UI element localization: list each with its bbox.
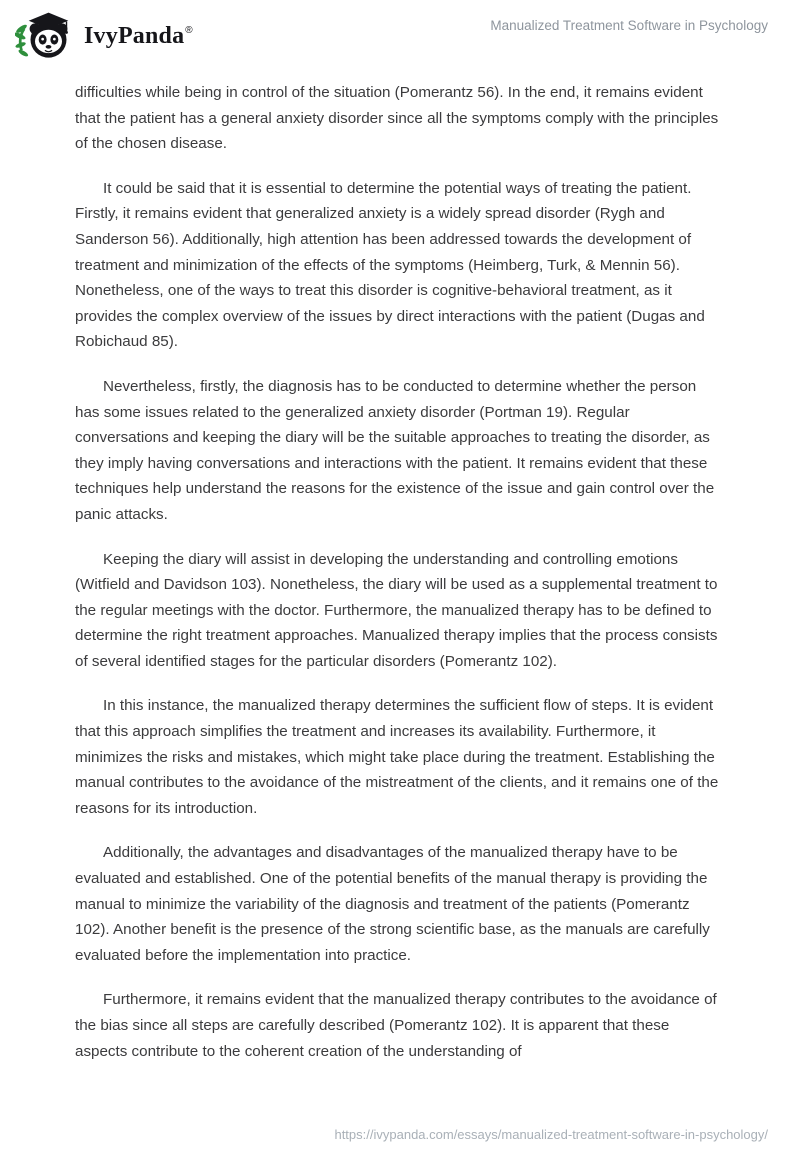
paragraph: In this instance, the manualized therapy determines the sufficient flow of steps. It is evident that this approach simplifies the treatment and increases its availability. Furthermore, it minimizes the risks and mistakes, which might take place during the treatment. Establishing the manual contributes to the avoidance of the mistreatment of the clients, and it remains one of the reasons for its introduction. [75,697,719,817]
page-header [0,0,800,64]
paragraph: Furthermore, it remains evident that the manualized therapy contributes to the avoidance of the bias since all steps are carefully described (Pomerantz 102). It is apparent that these aspects contribute to the coherent creation of the understanding of [75,991,717,1060]
panda-graduate-icon [15,9,73,63]
paragraph: It could be said that it is essential to determine the potential ways of treating the patient. Firstly, it remains evident that generalized anxiety is a widely spread disorder (Rygh and Sanderson 56). Additionally, high attention has been addressed towards the development of treatment and minimization of the effects of the symptoms (Heimberg, Turk, & Mennin 56). Nonetheless, one of the ways to treat this disorder is cognitive-behavioral treatment, as it provides the complex overview of the issues by direct interactions with the patient (Dugas and Robichaud 85). [75,179,705,351]
registered-trademark-symbol: ® [185,24,193,36]
source-url: https://ivypanda.com/essays/manualized-treatment-software-in-psychology/ [334,1127,768,1142]
essay-body [75,80,720,1064]
paragraph: difficulties while being in control of the situation (Pomerantz 56). In the end, it remains evident that the patient has a general anxiety disorder since all the symptoms comply with the principles of the chosen disease. [75,84,719,153]
paragraph: Additionally, the advantages and disadvantages of the manualized therapy have to be evaluated and established. One of the potential benefits of the manual therapy is providing the manual to minimize the variability of the diagnosis and treatment of the patients (Pomerantz 102). Another benefit is the presence of the strong scientific base, as the manuals are carefully evaluated before the implementation into practice. [75,844,710,964]
ivypanda-logo [14,8,74,64]
page-footer [334,1127,768,1142]
paragraph: Nevertheless, firstly, the diagnosis has to be conducted to determine whether the person has some issues related to the generalized anxiety disorder (Portman 19). Regular conversations and keeping the diary will be the suitable approaches to treating the disorder, as they imply having conversations and interactions with the patient. It remains evident that these techniques help understand the reasons for the existence of the issue and gain control over the panic attacks. [75,377,715,523]
document-title: Manualized Treatment Software in Psychology [490,18,768,33]
brand-name [84,23,193,50]
brand-wordmark: IvyPanda [84,22,185,49]
brand-group [14,8,193,64]
paragraph: Keeping the diary will assist in developing the understanding and controlling emotions (Witfield and Davidson 103). Nonetheless, the diary will be used as a supplemental treatment to the regular meetings with the doctor. Furthermore, the manualized therapy has to be defined to determine the right treatment approaches. Manualized therapy implies that the process consists of several identified stages for the particular disorders (Pomerantz 102). [75,550,718,670]
